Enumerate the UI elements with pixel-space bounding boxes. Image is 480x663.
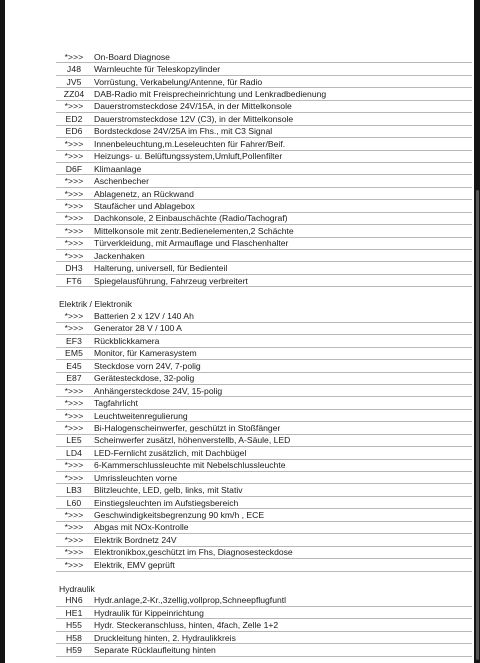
list-row xyxy=(56,113,472,125)
option-description: Batterien 2 x 12V / 140 Ah xyxy=(94,311,194,322)
option-code: *>>> xyxy=(64,138,84,149)
option-code: *>>> xyxy=(64,176,84,187)
option-code: LE5 xyxy=(66,435,82,446)
list-row xyxy=(56,323,472,335)
option-description: Leuchtweitenregulierung xyxy=(94,410,188,421)
option-description: Bi-Halogenscheinwerfer, geschützt in Stoßfänger xyxy=(94,422,281,433)
option-code: *>>> xyxy=(64,188,84,199)
option-description: Dauerstromsteckdose 12V (C3), in der Mittelkonsole xyxy=(94,113,294,124)
option-description: Dachkonsole, 2 Einbauschächte (Radio/Tachograf) xyxy=(94,213,288,224)
option-description: Blitzleuchte, LED, gelb, links, mit Stativ xyxy=(94,485,243,496)
list-row xyxy=(56,534,472,546)
right-scrollbar-track[interactable] xyxy=(474,0,480,663)
option-code: *>>> xyxy=(64,510,84,521)
scrollbar-thumb[interactable] xyxy=(476,190,479,660)
option-code: *>>> xyxy=(64,398,84,409)
list-row xyxy=(56,472,472,484)
option-code: J48 xyxy=(66,64,82,75)
option-code: LB3 xyxy=(66,485,82,496)
option-description: Tagfahrlicht xyxy=(94,398,138,409)
list-row xyxy=(56,632,472,644)
option-description: Mittelkonsole mit zentr.Bedienelementen,2 Schächte xyxy=(94,225,294,236)
option-code: FT6 xyxy=(66,275,82,286)
option-code: *>>> xyxy=(64,385,84,396)
option-code: *>>> xyxy=(64,213,84,224)
option-description: Halterung, universell, für Bedienteil xyxy=(94,263,228,274)
list-row xyxy=(56,619,472,631)
option-description: DAB-Radio mit Freisprecheinrichtung und Lenkradbedienung xyxy=(94,89,327,100)
list-row xyxy=(56,460,472,472)
option-description: Bordsteckdose 24V/25A im Fhs., mit C3 Signal xyxy=(94,126,273,137)
list-row xyxy=(56,410,472,422)
option-description: Hydr.anlage,2-Kr.,3zellig,vollprop,Schneepflugfuntl xyxy=(94,595,287,606)
option-code: D6F xyxy=(65,163,83,174)
option-code: *>>> xyxy=(64,323,84,334)
section-gap xyxy=(56,287,472,298)
option-description: Elektrik, EMV geprüft xyxy=(94,559,175,570)
option-description: Separate Rücklaufleitung hinten xyxy=(94,644,216,655)
list-row xyxy=(56,175,472,187)
list-row xyxy=(56,151,472,163)
option-code: *>>> xyxy=(64,422,84,433)
option-code: *>>> xyxy=(64,311,84,322)
option-description: Ablagenetz, an Rückwand xyxy=(94,188,194,199)
list-row xyxy=(56,250,472,262)
option-code: H58 xyxy=(65,632,83,643)
option-code: *>>> xyxy=(64,200,84,211)
option-description: Hydraulik für Kippeinrichtung xyxy=(94,607,204,618)
option-description: Innenbeleuchtung,m.Leseleuchten für Fahrer/Beif. xyxy=(94,138,286,149)
list-row xyxy=(56,163,472,175)
list-row xyxy=(56,509,472,521)
list-row xyxy=(56,310,472,322)
option-description: Abgas mit NOx-Kontrolle xyxy=(94,522,189,533)
option-description: Vorrüstung, Verkabelung/Antenne, für Radio xyxy=(94,76,263,87)
list-row xyxy=(56,126,472,138)
list-row xyxy=(56,348,472,360)
option-code: *>>> xyxy=(64,547,84,558)
option-description: Heizungs- u. Belüftungssystem,Umluft,Pollenfilter xyxy=(94,151,283,162)
option-description: Anhängersteckdose 24V, 15-polig xyxy=(94,385,223,396)
option-code: *>>> xyxy=(64,534,84,545)
option-description: 6-Kammerschlussleuchte mit Nebelschlussleuchte xyxy=(94,460,286,471)
list-row xyxy=(56,595,472,607)
option-code: E87 xyxy=(66,373,82,384)
option-code: E45 xyxy=(66,360,82,371)
option-description: Hydr. Steckeranschluss, hinten, 4fach, Zelle 1+2 xyxy=(94,620,279,631)
option-description: Klimaanlage xyxy=(94,163,142,174)
option-code: *>>> xyxy=(64,410,84,421)
option-code: *>>> xyxy=(64,101,84,112)
list-row xyxy=(56,275,472,287)
list-row xyxy=(56,607,472,619)
list-row xyxy=(56,422,472,434)
option-description: Elektrik Bordnetz 24V xyxy=(94,534,177,545)
option-code: HE1 xyxy=(65,607,83,618)
section-title: Hydraulik xyxy=(59,583,95,594)
left-border xyxy=(0,0,5,663)
list-row xyxy=(56,225,472,237)
option-code: ED2 xyxy=(65,113,83,124)
option-description: Druckleitung hinten, 2. Hydraulikkreis xyxy=(94,632,236,643)
list-row xyxy=(56,435,472,447)
list-row xyxy=(56,238,472,250)
list-row xyxy=(56,88,472,100)
list-row xyxy=(56,397,472,409)
list-row xyxy=(56,547,472,559)
section-gap xyxy=(56,572,472,583)
option-description: Umrissleuchten vorne xyxy=(94,472,178,483)
list-row xyxy=(56,213,472,225)
list-row xyxy=(56,385,472,397)
option-description: Steckdose vorn 24V, 7-polig xyxy=(94,360,201,371)
option-code: *>>> xyxy=(64,250,84,261)
list-row xyxy=(56,262,472,274)
option-code: *>>> xyxy=(64,238,84,249)
option-code: *>>> xyxy=(64,559,84,570)
option-description: Generator 28 V / 100 A xyxy=(94,323,182,334)
option-code: DH3 xyxy=(65,263,83,274)
option-description: Staufächer und Ablagebox xyxy=(94,200,195,211)
option-code: LD4 xyxy=(65,447,83,458)
option-code: EF3 xyxy=(65,335,83,346)
option-description: Gerätesteckdose, 32-polig xyxy=(94,373,195,384)
list-row xyxy=(56,373,472,385)
list-row xyxy=(56,138,472,150)
option-code: EM5 xyxy=(65,348,83,359)
option-code: *>>> xyxy=(64,225,84,236)
list-row xyxy=(56,101,472,113)
option-description: Monitor, für Kamerasystem xyxy=(94,348,197,359)
equipment-list xyxy=(56,51,472,657)
list-row xyxy=(56,559,472,571)
option-description: Scheinwerfer zusätzl, höhenverstellb, A-Säule, LED xyxy=(94,435,291,446)
option-code: *>>> xyxy=(64,522,84,533)
section-title: Elektrik / Elektronik xyxy=(59,299,133,310)
option-description: Dauerstromsteckdose 24V/15A, in der Mittelkonsole xyxy=(94,101,292,112)
option-description: Geschwindigkeitsbegrenzung 90 km/h , ECE xyxy=(94,510,265,521)
option-description: Warnleuchte für Teleskopzylinder xyxy=(94,64,221,75)
list-row xyxy=(56,522,472,534)
option-code: L60 xyxy=(66,497,82,508)
list-row xyxy=(56,63,472,75)
list-row xyxy=(56,335,472,347)
option-code: ED6 xyxy=(65,126,83,137)
option-code: ZZ04 xyxy=(63,89,85,100)
list-row xyxy=(56,497,472,509)
option-description: Türverkleidung, mit Armauflage und Flaschenhalter xyxy=(94,238,289,249)
option-code: JV5 xyxy=(66,76,82,87)
list-row xyxy=(56,360,472,372)
list-row xyxy=(56,51,472,63)
option-code: *>>> xyxy=(64,472,84,483)
option-description: Jackenhaken xyxy=(94,250,145,261)
option-code: *>>> xyxy=(64,51,84,62)
option-code: H59 xyxy=(65,644,83,655)
option-code: H55 xyxy=(65,620,83,631)
list-row xyxy=(56,76,472,88)
option-description: Rückblickkamera xyxy=(94,335,160,346)
list-row xyxy=(56,484,472,496)
list-row xyxy=(56,200,472,212)
option-code: *>>> xyxy=(64,460,84,471)
option-description: On-Board Diagnose xyxy=(94,51,170,62)
option-description: Elektronikbox,geschützt im Fhs, Diagnosesteckdose xyxy=(94,547,293,558)
option-code: *>>> xyxy=(64,151,84,162)
list-row xyxy=(56,188,472,200)
list-row xyxy=(56,644,472,656)
option-code: HN6 xyxy=(65,595,83,606)
option-description: Spiegelausführung, Fahrzeug verbreitert xyxy=(94,275,248,286)
option-description: Einstiegsleuchten im Aufstiegsbereich xyxy=(94,497,239,508)
option-description: LED-Fernlicht zusätzlich, mit Dachbügel xyxy=(94,447,247,458)
option-description: Aschenbecher xyxy=(94,176,149,187)
list-row xyxy=(56,447,472,459)
